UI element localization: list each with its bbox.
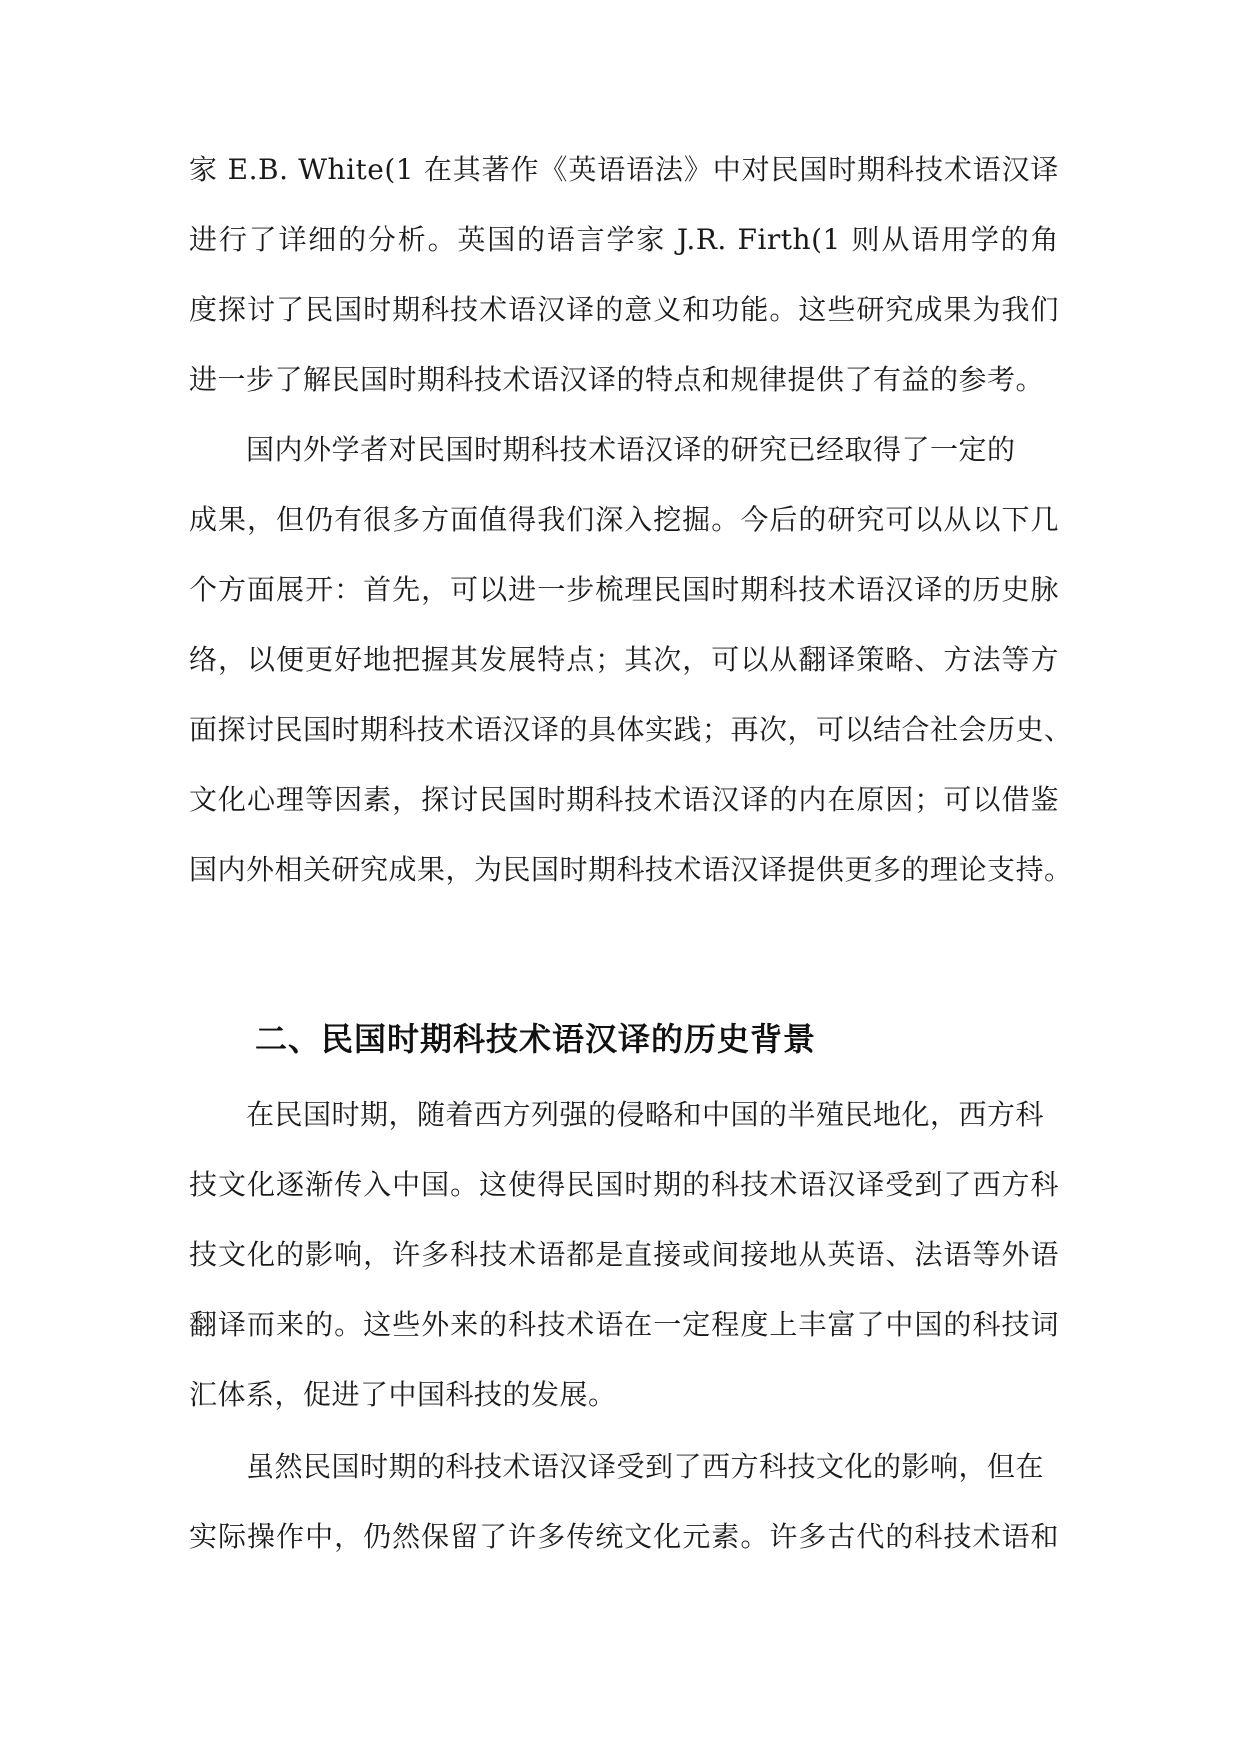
- section-paragraph-1-line-3: 技文化的影响，许多科技术语都是直接或间接地从英语、法语等外语: [189, 1238, 1059, 1271]
- paragraph-2-line-2: 成果，但仍有很多方面值得我们深入挖掘。今后的研究可以从以下几: [189, 503, 1059, 536]
- paragraph-2-line-4: 络，以便更好地把握其发展特点；其次，可以从翻译策略、方法等方: [189, 643, 1059, 676]
- paragraph-1-line-2: 进行了详细的分析。英国的语言学家 J.R. Firth(1 则从语用学的角: [189, 223, 1059, 256]
- paragraph-2-line-3: 个方面展开：首先，可以进一步梳理民国时期科技术语汉译的历史脉: [189, 573, 1059, 606]
- paragraph-2-line-7: 国内外相关研究成果，为民国时期科技术语汉译提供更多的理论支持。: [189, 853, 1073, 886]
- section-paragraph-2-line-1: 虽然民国时期的科技术语汉译受到了西方科技文化的影响，但在: [246, 1450, 1045, 1483]
- paragraph-1-line-4: 进一步了解民国时期科技术语汉译的特点和规律提供了有益的参考。: [189, 363, 1045, 396]
- paragraph-1-line-3: 度探讨了民国时期科技术语汉译的意义和功能。这些研究成果为我们: [189, 293, 1059, 326]
- paragraph-2-line-6: 文化心理等因素，探讨民国时期科技术语汉译的内在原因；可以借鉴: [189, 783, 1059, 816]
- section-heading: 二、民国时期科技术语汉译的历史背景: [255, 1020, 817, 1058]
- section-paragraph-1-line-2: 技文化逐渐传入中国。这使得民国时期的科技术语汉译受到了西方科: [189, 1168, 1059, 1201]
- section-paragraph-1-line-5: 汇体系，促进了中国科技的发展。: [189, 1378, 617, 1411]
- paragraph-2-line-1: 国内外学者对民国时期科技术语汉译的研究已经取得了一定的: [246, 433, 1016, 466]
- section-paragraph-1-line-1: 在民国时期，随着西方列强的侵略和中国的半殖民地化，西方科: [246, 1098, 1045, 1131]
- paragraph-1-line-1: 家 E.B. White(1 在其著作《英语语法》中对民国时期科技术语汉译: [189, 153, 1059, 186]
- paragraph-2-line-5: 面探讨民国时期科技术语汉译的具体实践；再次，可以结合社会历史、: [189, 713, 1073, 746]
- section-paragraph-2-line-2: 实际操作中，仍然保留了许多传统文化元素。许多古代的科技术语和: [189, 1520, 1059, 1553]
- section-paragraph-1-line-4: 翻译而来的。这些外来的科技术语在一定程度上丰富了中国的科技词: [189, 1308, 1059, 1341]
